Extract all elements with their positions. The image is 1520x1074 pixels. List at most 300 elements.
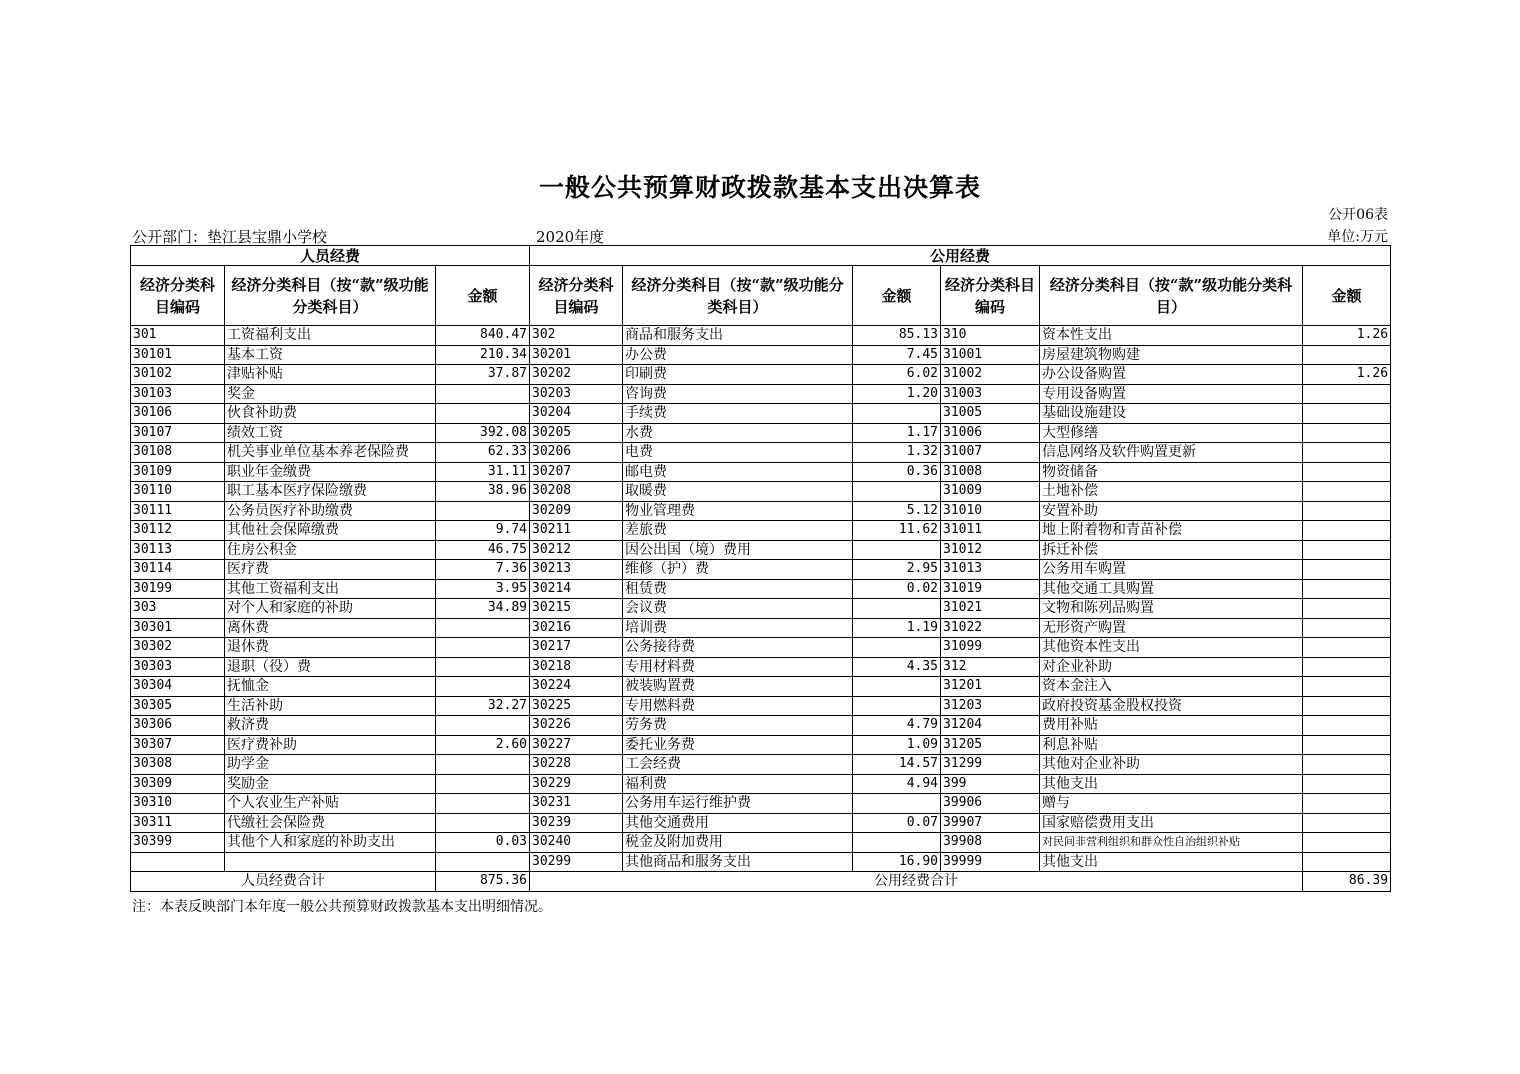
personnel-item-cell: 其他工资福利支出 xyxy=(225,579,436,599)
goods-code-cell: 30209 xyxy=(530,501,623,521)
goods-code-cell: 30228 xyxy=(530,755,623,775)
goods-code-cell: 30225 xyxy=(530,696,623,716)
goods-code-cell: 30299 xyxy=(530,852,623,872)
table-row xyxy=(131,501,1391,521)
item-header: 经济分类科目（按“款”级功能分类科目） xyxy=(623,266,853,326)
goods-code-cell: 30240 xyxy=(530,833,623,853)
personnel-code-cell: 30110 xyxy=(131,482,225,502)
capital-amount-cell xyxy=(1303,677,1391,697)
personnel-amount-cell xyxy=(436,852,530,872)
capital-item-cell: 赠与 xyxy=(1040,794,1303,814)
capital-amount-cell xyxy=(1303,774,1391,794)
personnel-amount-cell: 0.03 xyxy=(436,833,530,853)
goods-amount-cell xyxy=(853,677,941,697)
group-header-row xyxy=(131,246,1391,266)
capital-code-cell: 31005 xyxy=(941,404,1040,424)
table-row xyxy=(131,384,1391,404)
code-header: 经济分类科目编码 xyxy=(941,266,1040,326)
personnel-item-cell: 其他个人和家庭的补助支出 xyxy=(225,833,436,853)
goods-amount-cell xyxy=(853,599,941,619)
capital-item-cell: 国家赔偿费用支出 xyxy=(1040,813,1303,833)
personnel-item-cell: 代缴社会保险费 xyxy=(225,813,436,833)
capital-code-cell: 31022 xyxy=(941,618,1040,638)
goods-code-cell: 30231 xyxy=(530,794,623,814)
personnel-item-cell: 基本工资 xyxy=(225,345,436,365)
capital-amount-cell xyxy=(1303,657,1391,677)
personnel-item-cell: 职业年金缴费 xyxy=(225,462,436,482)
personnel-amount-cell xyxy=(436,794,530,814)
personnel-item-cell: 医疗费补助 xyxy=(225,735,436,755)
personnel-item-cell: 奖励金 xyxy=(225,774,436,794)
capital-amount-cell: 1.26 xyxy=(1303,326,1391,346)
unit-label: 单位:万元 xyxy=(1327,229,1388,245)
fiscal-year: 2020年度 xyxy=(536,228,605,246)
personnel-item-cell: 住房公积金 xyxy=(225,540,436,560)
table-row xyxy=(131,423,1391,443)
capital-item-cell: 其他对企业补助 xyxy=(1040,755,1303,775)
table-row xyxy=(131,716,1391,736)
personnel-amount-cell: 392.08 xyxy=(436,423,530,443)
table-row xyxy=(131,638,1391,658)
goods-item-cell: 福利费 xyxy=(623,774,853,794)
amount-header: 金额 xyxy=(1303,266,1391,326)
code-header: 经济分类科目编码 xyxy=(131,266,225,326)
capital-code-cell: 399 xyxy=(941,774,1040,794)
personnel-item-cell: 伙食补助费 xyxy=(225,404,436,424)
personnel-amount-cell xyxy=(436,755,530,775)
capital-amount-cell xyxy=(1303,599,1391,619)
public-total-amount: 86.39 xyxy=(1303,872,1391,892)
capital-code-cell: 31019 xyxy=(941,579,1040,599)
goods-code-cell: 30215 xyxy=(530,599,623,619)
goods-item-cell: 物业管理费 xyxy=(623,501,853,521)
capital-code-cell: 31021 xyxy=(941,599,1040,619)
personnel-item-cell: 工资福利支出 xyxy=(225,326,436,346)
item-header: 经济分类科目（按“款”级功能分类科目） xyxy=(225,266,436,326)
totals-row xyxy=(131,872,1391,892)
table-row xyxy=(131,345,1391,365)
form-number: 公开06表 xyxy=(1328,207,1388,223)
goods-item-cell: 差旅费 xyxy=(623,521,853,541)
capital-item-cell: 公务用车购置 xyxy=(1040,560,1303,580)
personnel-amount-cell xyxy=(436,657,530,677)
table-row xyxy=(131,579,1391,599)
capital-amount-cell xyxy=(1303,755,1391,775)
capital-item-cell: 大型修缮 xyxy=(1040,423,1303,443)
goods-item-cell: 培训费 xyxy=(623,618,853,638)
goods-code-cell: 30201 xyxy=(530,345,623,365)
goods-amount-cell xyxy=(853,696,941,716)
personnel-item-cell: 退职（役）费 xyxy=(225,657,436,677)
personnel-code-cell: 30106 xyxy=(131,404,225,424)
personnel-code-cell: 30103 xyxy=(131,384,225,404)
goods-amount-cell xyxy=(853,404,941,424)
capital-code-cell: 31201 xyxy=(941,677,1040,697)
personnel-code-cell: 30307 xyxy=(131,735,225,755)
personnel-amount-cell: 32.27 xyxy=(436,696,530,716)
goods-item-cell: 被装购置费 xyxy=(623,677,853,697)
goods-code-cell: 30224 xyxy=(530,677,623,697)
capital-amount-cell xyxy=(1303,735,1391,755)
goods-code-cell: 30214 xyxy=(530,579,623,599)
capital-amount-cell: 1.26 xyxy=(1303,365,1391,385)
personnel-amount-cell: 34.89 xyxy=(436,599,530,619)
personnel-item-cell: 绩效工资 xyxy=(225,423,436,443)
capital-item-cell: 房屋建筑物购建 xyxy=(1040,345,1303,365)
personnel-item-cell: 奖金 xyxy=(225,384,436,404)
goods-amount-cell xyxy=(853,833,941,853)
capital-item-cell: 政府投资基金股权投资 xyxy=(1040,696,1303,716)
capital-amount-cell xyxy=(1303,579,1391,599)
table-row xyxy=(131,482,1391,502)
amount-header: 金额 xyxy=(853,266,941,326)
column-header-row xyxy=(131,266,1391,326)
personnel-code-cell: 30309 xyxy=(131,774,225,794)
capital-item-cell: 其他支出 xyxy=(1040,774,1303,794)
capital-item-cell: 资本性支出 xyxy=(1040,326,1303,346)
personnel-item-cell: 离休费 xyxy=(225,618,436,638)
capital-code-cell: 31007 xyxy=(941,443,1040,463)
personnel-total-label: 人员经费合计 xyxy=(131,872,436,892)
goods-code-cell: 30205 xyxy=(530,423,623,443)
capital-code-cell: 31205 xyxy=(941,735,1040,755)
capital-item-cell: 安置补助 xyxy=(1040,501,1303,521)
capital-code-cell: 31204 xyxy=(941,716,1040,736)
personnel-amount-cell xyxy=(436,813,530,833)
capital-code-cell: 39908 xyxy=(941,833,1040,853)
capital-amount-cell xyxy=(1303,423,1391,443)
department-label: 公开部门：垫江县宝鼎小学校 xyxy=(132,228,328,246)
capital-code-cell: 31009 xyxy=(941,482,1040,502)
goods-item-cell: 工会经费 xyxy=(623,755,853,775)
personnel-item-cell: 对个人和家庭的补助 xyxy=(225,599,436,619)
goods-code-cell: 30207 xyxy=(530,462,623,482)
goods-amount-cell: 4.94 xyxy=(853,774,941,794)
capital-item-cell: 无形资产购置 xyxy=(1040,618,1303,638)
personnel-code-cell: 30101 xyxy=(131,345,225,365)
goods-item-cell: 维修（护）费 xyxy=(623,560,853,580)
personnel-code-cell: 30102 xyxy=(131,365,225,385)
amount-header: 金额 xyxy=(436,266,530,326)
goods-amount-cell: 1.20 xyxy=(853,384,941,404)
personnel-amount-cell: 46.75 xyxy=(436,540,530,560)
goods-item-cell: 商品和服务支出 xyxy=(623,326,853,346)
capital-amount-cell xyxy=(1303,716,1391,736)
goods-item-cell: 会议费 xyxy=(623,599,853,619)
personnel-item-cell xyxy=(225,852,436,872)
capital-item-cell: 费用补贴 xyxy=(1040,716,1303,736)
goods-item-cell: 水费 xyxy=(623,423,853,443)
personnel-item-cell: 退休费 xyxy=(225,638,436,658)
goods-code-cell: 30216 xyxy=(530,618,623,638)
personnel-amount-cell: 37.87 xyxy=(436,365,530,385)
personnel-code-cell: 30304 xyxy=(131,677,225,697)
capital-amount-cell xyxy=(1303,521,1391,541)
goods-amount-cell xyxy=(853,638,941,658)
personnel-amount-cell: 7.36 xyxy=(436,560,530,580)
expenditure-table xyxy=(130,245,1391,892)
goods-code-cell: 30217 xyxy=(530,638,623,658)
capital-item-cell: 土地补偿 xyxy=(1040,482,1303,502)
personnel-amount-cell: 840.47 xyxy=(436,326,530,346)
capital-amount-cell xyxy=(1303,404,1391,424)
table-row xyxy=(131,852,1391,872)
capital-code-cell: 31002 xyxy=(941,365,1040,385)
goods-amount-cell: 16.90 xyxy=(853,852,941,872)
capital-code-cell: 31006 xyxy=(941,423,1040,443)
capital-amount-cell xyxy=(1303,501,1391,521)
capital-code-cell: 31203 xyxy=(941,696,1040,716)
goods-item-cell: 劳务费 xyxy=(623,716,853,736)
capital-amount-cell xyxy=(1303,443,1391,463)
personnel-code-cell: 303 xyxy=(131,599,225,619)
capital-item-cell: 其他资本性支出 xyxy=(1040,638,1303,658)
capital-code-cell: 31299 xyxy=(941,755,1040,775)
personnel-amount-cell: 9.74 xyxy=(436,521,530,541)
personnel-amount-cell xyxy=(436,638,530,658)
personnel-amount-cell: 38.96 xyxy=(436,482,530,502)
goods-item-cell: 专用燃料费 xyxy=(623,696,853,716)
goods-code-cell: 30213 xyxy=(530,560,623,580)
capital-code-cell: 39999 xyxy=(941,852,1040,872)
table-row xyxy=(131,735,1391,755)
personnel-code-cell: 30308 xyxy=(131,755,225,775)
capital-item-cell: 对民间非营利组织和群众性自治组织补贴 xyxy=(1040,833,1303,853)
goods-code-cell: 30229 xyxy=(530,774,623,794)
personnel-code-cell: 30310 xyxy=(131,794,225,814)
goods-amount-cell: 5.12 xyxy=(853,501,941,521)
goods-amount-cell xyxy=(853,794,941,814)
goods-item-cell: 公务用车运行维护费 xyxy=(623,794,853,814)
table-row xyxy=(131,404,1391,424)
goods-code-cell: 30239 xyxy=(530,813,623,833)
table-row xyxy=(131,365,1391,385)
personnel-code-cell: 301 xyxy=(131,326,225,346)
capital-code-cell: 31099 xyxy=(941,638,1040,658)
goods-item-cell: 电费 xyxy=(623,443,853,463)
goods-amount-cell: 1.09 xyxy=(853,735,941,755)
personnel-amount-cell: 31.11 xyxy=(436,462,530,482)
capital-item-cell: 资本金注入 xyxy=(1040,677,1303,697)
footnote: 注：本表反映部门本年度一般公共预算财政拨款基本支出明细情况。 xyxy=(132,899,552,915)
goods-item-cell: 委托业务费 xyxy=(623,735,853,755)
personnel-code-cell: 30108 xyxy=(131,443,225,463)
goods-code-cell: 30206 xyxy=(530,443,623,463)
capital-item-cell: 拆迁补偿 xyxy=(1040,540,1303,560)
personnel-amount-cell xyxy=(436,618,530,638)
personnel-item-cell: 救济费 xyxy=(225,716,436,736)
goods-amount-cell: 6.02 xyxy=(853,365,941,385)
personnel-code-cell: 30399 xyxy=(131,833,225,853)
table-row xyxy=(131,696,1391,716)
capital-item-cell: 办公设备购置 xyxy=(1040,365,1303,385)
capital-item-cell: 地上附着物和青苗补偿 xyxy=(1040,521,1303,541)
capital-code-cell: 31003 xyxy=(941,384,1040,404)
capital-item-cell: 物资储备 xyxy=(1040,462,1303,482)
goods-code-cell: 30203 xyxy=(530,384,623,404)
goods-amount-cell xyxy=(853,482,941,502)
personnel-code-cell: 30301 xyxy=(131,618,225,638)
goods-item-cell: 公务接待费 xyxy=(623,638,853,658)
goods-item-cell: 因公出国（境）费用 xyxy=(623,540,853,560)
goods-code-cell: 302 xyxy=(530,326,623,346)
personnel-item-cell: 其他社会保障缴费 xyxy=(225,521,436,541)
personnel-code-cell: 30303 xyxy=(131,657,225,677)
table-row xyxy=(131,462,1391,482)
capital-item-cell: 利息补贴 xyxy=(1040,735,1303,755)
personnel-code-cell: 30107 xyxy=(131,423,225,443)
personnel-amount-cell xyxy=(436,501,530,521)
capital-code-cell: 31012 xyxy=(941,540,1040,560)
personnel-item-cell: 医疗费 xyxy=(225,560,436,580)
goods-amount-cell: 2.95 xyxy=(853,560,941,580)
table-row xyxy=(131,774,1391,794)
goods-code-cell: 30226 xyxy=(530,716,623,736)
table-row xyxy=(131,443,1391,463)
capital-code-cell: 31008 xyxy=(941,462,1040,482)
public-group-header: 公用经费 xyxy=(530,246,1391,266)
capital-code-cell: 312 xyxy=(941,657,1040,677)
goods-code-cell: 30212 xyxy=(530,540,623,560)
capital-amount-cell xyxy=(1303,618,1391,638)
goods-item-cell: 印刷费 xyxy=(623,365,853,385)
table-row xyxy=(131,521,1391,541)
personnel-code-cell: 30311 xyxy=(131,813,225,833)
capital-item-cell: 文物和陈列品购置 xyxy=(1040,599,1303,619)
goods-amount-cell: 14.57 xyxy=(853,755,941,775)
goods-code-cell: 30227 xyxy=(530,735,623,755)
personnel-item-cell: 助学金 xyxy=(225,755,436,775)
goods-code-cell: 30211 xyxy=(530,521,623,541)
goods-code-cell: 30204 xyxy=(530,404,623,424)
personnel-amount-cell xyxy=(436,384,530,404)
table-row xyxy=(131,540,1391,560)
table-row xyxy=(131,560,1391,580)
public-total-label: 公用经费合计 xyxy=(530,872,1303,892)
capital-amount-cell xyxy=(1303,638,1391,658)
goods-amount-cell: 7.45 xyxy=(853,345,941,365)
capital-code-cell: 31010 xyxy=(941,501,1040,521)
goods-amount-cell: 1.19 xyxy=(853,618,941,638)
item-header: 经济分类科目（按“款”级功能分类科目） xyxy=(1040,266,1303,326)
personnel-amount-cell: 62.33 xyxy=(436,443,530,463)
goods-amount-cell xyxy=(853,540,941,560)
personnel-item-cell: 公务员医疗补助缴费 xyxy=(225,501,436,521)
goods-item-cell: 其他商品和服务支出 xyxy=(623,852,853,872)
personnel-code-cell: 30199 xyxy=(131,579,225,599)
personnel-amount-cell xyxy=(436,677,530,697)
capital-amount-cell xyxy=(1303,345,1391,365)
personnel-amount-cell xyxy=(436,774,530,794)
goods-item-cell: 咨询费 xyxy=(623,384,853,404)
personnel-item-cell: 生活补助 xyxy=(225,696,436,716)
goods-code-cell: 30208 xyxy=(530,482,623,502)
goods-amount-cell: 0.02 xyxy=(853,579,941,599)
personnel-code-cell: 30114 xyxy=(131,560,225,580)
goods-item-cell: 邮电费 xyxy=(623,462,853,482)
goods-amount-cell: 1.17 xyxy=(853,423,941,443)
table-row xyxy=(131,657,1391,677)
page-title: 一般公共预算财政拨款基本支出决算表 xyxy=(538,173,981,202)
personnel-item-cell: 津贴补贴 xyxy=(225,365,436,385)
goods-item-cell: 手续费 xyxy=(623,404,853,424)
table-row xyxy=(131,833,1391,853)
table-row xyxy=(131,813,1391,833)
table-row xyxy=(131,677,1391,697)
goods-amount-cell: 11.62 xyxy=(853,521,941,541)
goods-amount-cell: 4.35 xyxy=(853,657,941,677)
goods-amount-cell: 0.07 xyxy=(853,813,941,833)
personnel-code-cell: 30302 xyxy=(131,638,225,658)
capital-amount-cell xyxy=(1303,384,1391,404)
capital-amount-cell xyxy=(1303,852,1391,872)
capital-code-cell: 310 xyxy=(941,326,1040,346)
table-row xyxy=(131,618,1391,638)
personnel-amount-cell xyxy=(436,716,530,736)
capital-item-cell: 专用设备购置 xyxy=(1040,384,1303,404)
goods-code-cell: 30218 xyxy=(530,657,623,677)
personnel-code-cell: 30109 xyxy=(131,462,225,482)
personnel-amount-cell: 210.34 xyxy=(436,345,530,365)
personnel-total-amount: 875.36 xyxy=(436,872,530,892)
capital-item-cell: 信息网络及软件购置更新 xyxy=(1040,443,1303,463)
capital-code-cell: 31011 xyxy=(941,521,1040,541)
capital-item-cell: 其他支出 xyxy=(1040,852,1303,872)
personnel-code-cell xyxy=(131,852,225,872)
personnel-code-cell: 30112 xyxy=(131,521,225,541)
personnel-amount-cell: 2.60 xyxy=(436,735,530,755)
capital-amount-cell xyxy=(1303,482,1391,502)
capital-item-cell: 基础设施建设 xyxy=(1040,404,1303,424)
table-row xyxy=(131,326,1391,346)
personnel-code-cell: 30113 xyxy=(131,540,225,560)
capital-amount-cell xyxy=(1303,696,1391,716)
personnel-code-cell: 30306 xyxy=(131,716,225,736)
capital-amount-cell xyxy=(1303,462,1391,482)
capital-code-cell: 31001 xyxy=(941,345,1040,365)
personnel-amount-cell xyxy=(436,404,530,424)
goods-item-cell: 专用材料费 xyxy=(623,657,853,677)
goods-amount-cell: 85.13 xyxy=(853,326,941,346)
capital-amount-cell xyxy=(1303,833,1391,853)
capital-amount-cell xyxy=(1303,560,1391,580)
capital-code-cell: 39906 xyxy=(941,794,1040,814)
capital-code-cell: 39907 xyxy=(941,813,1040,833)
table-row xyxy=(131,599,1391,619)
personnel-item-cell: 个人农业生产补贴 xyxy=(225,794,436,814)
personnel-item-cell: 职工基本医疗保险缴费 xyxy=(225,482,436,502)
capital-amount-cell xyxy=(1303,540,1391,560)
capital-amount-cell xyxy=(1303,813,1391,833)
personnel-item-cell: 机关事业单位基本养老保险费 xyxy=(225,443,436,463)
goods-code-cell: 30202 xyxy=(530,365,623,385)
goods-item-cell: 取暖费 xyxy=(623,482,853,502)
goods-amount-cell: 1.32 xyxy=(853,443,941,463)
table-row xyxy=(131,755,1391,775)
personnel-code-cell: 30111 xyxy=(131,501,225,521)
goods-item-cell: 其他交通费用 xyxy=(623,813,853,833)
capital-item-cell: 对企业补助 xyxy=(1040,657,1303,677)
goods-amount-cell: 0.36 xyxy=(853,462,941,482)
goods-item-cell: 办公费 xyxy=(623,345,853,365)
capital-amount-cell xyxy=(1303,794,1391,814)
goods-amount-cell: 4.79 xyxy=(853,716,941,736)
personnel-code-cell: 30305 xyxy=(131,696,225,716)
personnel-amount-cell: 3.95 xyxy=(436,579,530,599)
personnel-item-cell: 抚恤金 xyxy=(225,677,436,697)
table-row xyxy=(131,794,1391,814)
capital-code-cell: 31013 xyxy=(941,560,1040,580)
